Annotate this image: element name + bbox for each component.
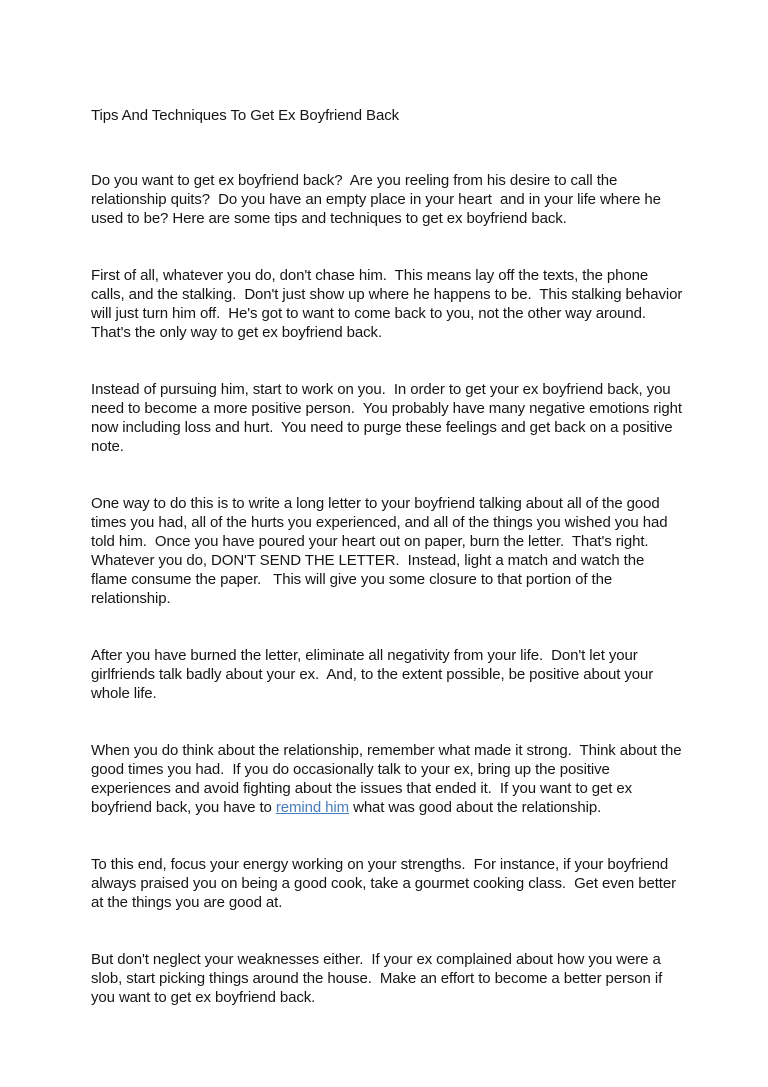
paragraph-work-on-you: Instead of pursuing him, start to work on you. In order to get your ex boyfriend back, you need to become a more positive person. You probably have many negative emotions right now including loss and hurt. You need to purge these feelings and get back on a positive note.	[91, 381, 687, 455]
paragraph-intro: Do you want to get ex boyfriend back? Are you reeling from his desire to call the relationship quits? Do you have an empty place in your heart and in your life where he used to be? Here are some tips and techniques to get ex boyfriend back.	[91, 172, 665, 227]
paragraph-dont-chase: First of all, whatever you do, don't chase him. This means lay off the texts, the phone calls, and the stalking. Don't just show up where he happens to be. This stalking behavior will just turn him off. He's got to want to come back to you, not the other way around. That's the only way to get ex boyfriend back.	[91, 267, 687, 341]
paragraph-fix-weaknesses: But don't neglect your weaknesses either. If your ex complained about how you were a slob, start picking things around the house. Make an effort to become a better person if you want to get ex boyfriend back.	[91, 951, 667, 1006]
document-content	[91, 106, 687, 1045]
paragraph-write-letter: One way to do this is to write a long letter to your boyfriend talking about all of the good times you had, all of the hurts you experienced, and all of the things you wished you had told him. Once you have poured your heart out on paper, burn the letter. That's right. Whatever you do, DON'T SEND THE LETTER. Instead, light a match and watch the flame consume the paper. This will give you some closure to that portion of the relationship.	[91, 495, 672, 607]
paragraph-text-after-link: what was good about the relationship.	[349, 799, 602, 816]
paragraph-eliminate-negativity: After you have burned the letter, eliminate all negativity from your life. Don't let your girlfriends talk badly about your ex. And, to the extent possible, be positive about your whole life.	[91, 647, 658, 702]
remind-him-link[interactable]: remind him	[275, 799, 350, 816]
document-title: Tips And Techniques To Get Ex Boyfriend Back	[91, 107, 400, 124]
paragraph-remember-strengths	[91, 741, 686, 817]
paragraph-text-before-link: When you do think about the relationship, remember what made it strong. Think about the good times you had. If you do occasionally talk to your ex, bring up the positive experiences and avoid fighting about the issues that ended it. If you want to get ex boyfriend back, you have to	[91, 742, 686, 816]
paragraph-focus-strengths: To this end, focus your energy working on your strengths. For instance, if your boyfriend always praised you on being a good cook, take a gourmet cooking class. Get even better at the things you are good at.	[91, 856, 681, 911]
